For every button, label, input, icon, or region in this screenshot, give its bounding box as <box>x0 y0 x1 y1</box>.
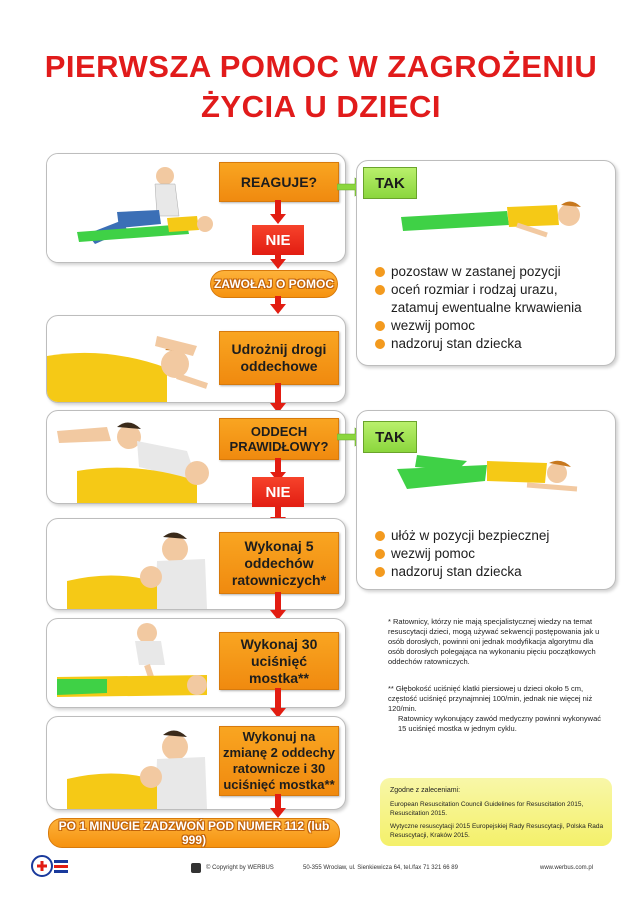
wykonaj5-box: Wykonaj 5 oddechów ratowniczych* <box>219 532 339 594</box>
arrow-down-icon <box>270 259 286 269</box>
wykonaj30-box: Wykonaj 30 uciśnięć mostka** <box>219 632 339 690</box>
zmiana-box: Wykonuj na zmianę 2 oddechy ratownicze i 30 uciśnięć mostka** <box>219 726 339 796</box>
werbus-mini-logo-icon <box>191 863 201 873</box>
list-item: wezwij pomoc <box>375 317 607 335</box>
footer-address: 50-355 Wrocław, ul. Sienkiewicza 64, tel./fax 71 321 66 89 <box>303 865 458 871</box>
footnote-3: Ratownicy wykonujący zawód medyczny powinni wykonywać 15 uciśnięć mostka w jednym cyklu. <box>398 714 602 733</box>
bullet-icon <box>375 531 385 541</box>
open-airway-illustration <box>47 316 217 402</box>
rescue-breaths-illustration <box>47 519 217 609</box>
list-item: wezwij pomoc <box>375 545 607 563</box>
page-title-line1: PIERWSZA POMOC W ZAGROŻENIU <box>44 49 598 84</box>
tak-label-1: TAK <box>363 167 417 199</box>
tak1-list <box>375 263 607 353</box>
oddech-box: ODDECH PRAWIDŁOWY? <box>219 418 339 460</box>
bullet-icon <box>375 321 385 331</box>
guidelines-box <box>380 778 612 846</box>
list-item: pozostaw w zastanej pozycji <box>375 263 607 281</box>
bullet-icon <box>375 267 385 277</box>
bullet-icon <box>375 567 385 577</box>
footer-url: www.werbus.com.pl <box>540 865 594 871</box>
guidelines-heading: Zgodne z zaleceniami: <box>390 787 461 794</box>
list-item: oceń rozmiar i rodzaj urazu, zatamuj ewentualne krwawienia <box>375 281 607 317</box>
footer-copyright: © Copyright by WERBUS <box>206 865 274 871</box>
arrow-down-icon <box>270 214 286 224</box>
tak-label-2: TAK <box>363 421 417 453</box>
cpr-cycle-illustration <box>47 717 217 809</box>
nie-box-2: NIE <box>252 477 304 507</box>
check-breathing-illustration <box>47 411 217 503</box>
chest-compressions-illustration <box>47 619 217 707</box>
tak2-list <box>375 527 607 581</box>
list-item: nadzoruj stan dziecka <box>375 335 607 353</box>
zawolaj-pill: ZAWOŁAJ O POMOC <box>210 270 338 298</box>
footnote-2: ** Głębokość uciśnięć klatki piersiowej u dzieci około 5 cm, częstość uciśnięć przynajmniej 100/min, jednak nie więcej niż 120/min. <box>388 684 593 713</box>
reaguje-box: REAGUJE? <box>219 162 339 202</box>
nie-box-1: NIE <box>252 225 304 255</box>
bullet-icon <box>375 339 385 349</box>
final-call-pill: PO 1 MINUCIE ZADZWOŃ POD NUMER 112 (lub 999) <box>48 818 340 848</box>
bullet-icon <box>375 549 385 559</box>
list-item: ułóż w pozycji bezpiecznej <box>375 527 607 545</box>
footnote-1: * Ratownicy, którzy nie mają specjalistycznej wiedzy na temat resuscytacji dzieci, mogą używać sekwencji postępowania jak u osób dorosłych, powinni oni jednak modyfikacja algorytmu dla osób dorosłych polegająca na wykonaniu pięciu początkowych oddechów ratowniczych. <box>388 617 600 666</box>
list-item: nadzoruj stan dziecka <box>375 563 607 581</box>
udroznij-box: Udrożnij drogi oddechowe <box>219 331 339 385</box>
werbus-logo-icon <box>30 852 70 880</box>
guidelines-item-1: European Resuscitation Council Guidelines for Resuscitation 2015, Resuscitation 2015. <box>390 801 584 817</box>
arrow-down-icon <box>270 808 286 818</box>
page-title-line2: ŻYCIA U DZIECI <box>200 89 442 124</box>
guidelines-item-2: Wytyczne resuscytacji 2015 Europejskiej Rady Resuscytacji, Polska Rada Resuscytacji, Kraków 2015. <box>390 823 604 839</box>
rescuer-checking-child-illustration <box>47 154 217 262</box>
bullet-icon <box>375 285 385 295</box>
arrow-down-icon <box>270 304 286 314</box>
